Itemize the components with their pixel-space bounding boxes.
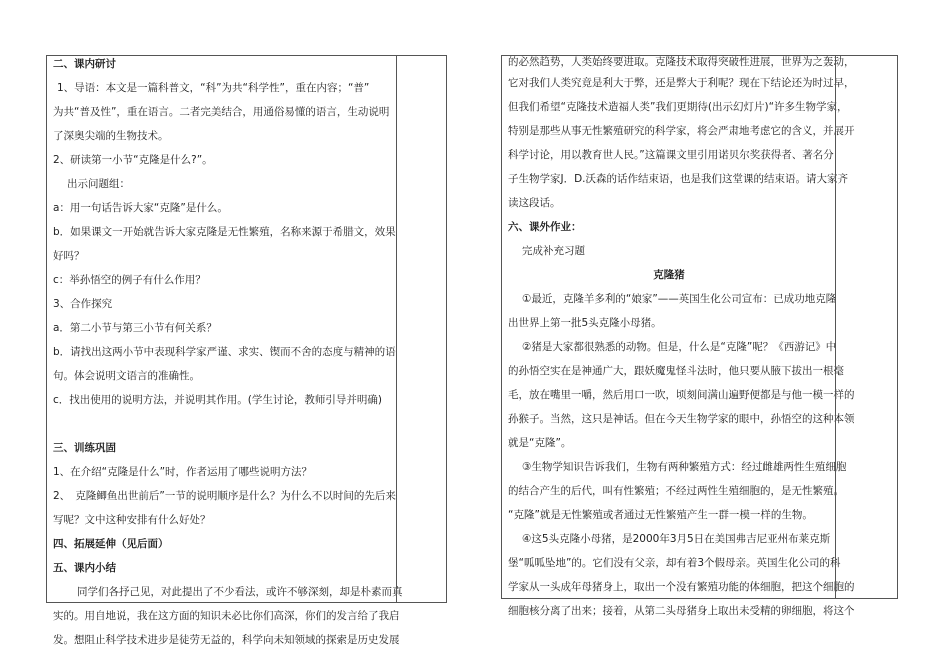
text-line: ②猪是大家都很熟悉的动物。但是，什么是“克隆”呢？《西游记》中 <box>522 341 837 353</box>
section-heading-practice: 三、训练巩固 <box>53 442 116 454</box>
exercise-title: 克隆猪 <box>653 269 685 281</box>
text-line: 3、合作探究 <box>53 298 113 310</box>
left-lesson-table <box>46 55 447 646</box>
section-heading-homework: 六、课外作业： <box>508 221 582 233</box>
right-lesson-content <box>508 56 855 617</box>
text-line: 1、在介绍“克隆是什么”时，作者运用了哪些说明方法？ <box>53 466 313 478</box>
section-heading-summary: 五、课内小结 <box>53 562 116 574</box>
text-line: 的必然趋势，人类始终要进取。克隆技术取得突破性进展，世界为之轰动， <box>508 56 855 68</box>
blank-line <box>53 416 390 440</box>
text-line: 但我们希望“克隆技术造福人类”我们更期待(出示幻灯片)“许多生物学家， <box>508 101 848 113</box>
section-heading-discussion: 二、课内研讨 <box>53 58 116 70</box>
text-line: 读这段话。 <box>508 197 561 209</box>
text-line: 好吗？ <box>53 250 85 262</box>
text-line: 就是“克隆”。 <box>508 437 572 449</box>
text-line: 2、 克隆鲫鱼出世前后”一节的说明顺序是什么？为什么不以时间的先后来 <box>53 490 396 502</box>
text-line: c：举孙悟空的例子有什么作用？ <box>53 274 206 286</box>
text-line: “克隆”就是无性繁殖或者通过无性繁殖产生一群一模一样的生物。 <box>508 509 813 521</box>
text-line: 2、研读第一小节“克隆是什么?”。 <box>53 154 213 166</box>
text-line: 的结合产生的后代，叫有性繁殖；不经过两性生殖细胞的，是无性繁殖。 <box>508 485 844 497</box>
text-line: 句。体会说明文语言的准确性。 <box>53 370 200 382</box>
text-line: 孙猴子。当然，这只是神话。但在今天生物学家的眼中，孙悟空的这种本领 <box>508 413 855 425</box>
text-line: 特别是那些从事无性繁殖研究的科学家，将会严肃地考虑它的含义，并展开 <box>508 125 855 137</box>
text-line: 细胞核分离了出来；接着，从第二头母猪身上取出未受精的卵细胞，将这个 <box>508 605 855 617</box>
text-line: 发。想阻止科学技术进步是徒劳无益的，科学向未知领域的探索是历史发展 <box>53 634 400 646</box>
section-heading-extension: 四、拓展延伸（见后面） <box>53 538 169 550</box>
text-line: b．如果课文一开始就告诉大家克隆是无性繁殖，名称来源于希腊文，效果 <box>53 226 396 238</box>
text-line: b．请找出这两小节中表现科学家严谨、求实、锲而不舍的态度与精神的语 <box>53 346 396 358</box>
text-line: 写呢？文中这种安排有什么好处？ <box>53 514 211 526</box>
text-line: ③生物学知识告诉我们，生物有两种繁殖方式：经过雌雄两性生殖细胞 <box>522 461 847 473</box>
text-line: 完成补充习题 <box>522 245 585 257</box>
text-line: 科学讨论，用以教育世人民。”这篇课文里引用诺贝尔奖获得者、著名分 <box>508 149 834 161</box>
text-line: 出示问题组： <box>67 178 130 190</box>
text-line: 它对我们人类究竟是利大于弊，还是弊大于利呢？现在下结论还为时过早， <box>508 77 855 89</box>
text-line: 1、导语：本文是一篇科普文，“科”为共“科学性”，重在内容；“普” <box>57 82 370 94</box>
text-line: 出世界上第一批5头克隆小母猪。 <box>508 317 662 329</box>
text-line: 的孙悟空实在是神通广大，跟妖魔鬼怪斗法时，他只要从腋下拔出一根毫 <box>508 365 844 377</box>
column-divider <box>396 56 397 602</box>
text-line: ④这5头克隆小母猪，是2000年3月5日在美国弗吉尼亚州布莱克斯 <box>522 533 831 545</box>
text-line: ①最近，克隆羊多利的“娘家”——英国生化公司宣布：已成功地克隆 <box>522 293 837 305</box>
text-line: 毛，放在嘴里一嚼，然后用口一吹，顷刻间满山遍野便都是与他一模一样的 <box>508 389 855 401</box>
text-line: 同学们各抒己见，对此提出了不少看法，或许不够深刻，却是朴素而真 <box>77 586 403 598</box>
text-line: c．找出使用的说明方法，并说明其作用。(学生讨论，教师引导并明确) <box>53 394 382 406</box>
right-lesson-table <box>501 55 898 617</box>
column-divider <box>835 56 836 598</box>
text-line: 堡“呱呱坠地”的。它们没有父亲，却有着3个假母亲。英国生化公司的科 <box>508 557 841 569</box>
text-line: 子生物学家J．D.沃森的话作结束语，也是我们这堂课的结束语。请大家齐 <box>508 173 849 185</box>
text-line: a．第二小节与第三小节有何关系？ <box>53 322 217 334</box>
text-line: 学家从一头成年母猪身上，取出一个没有繁殖功能的体细胞，把这个细胞的 <box>508 581 855 593</box>
text-line: 实的。用自地说，我在这方面的知识未必比你们高深，你们的发言给了我启 <box>53 610 400 622</box>
left-lesson-content <box>53 56 403 646</box>
text-line: 为共“普及性”，重在语言。二者完美结合，用通俗易懂的语言，生动说明 <box>53 106 390 118</box>
text-line: 了深奥尖端的生物技术。 <box>53 130 169 142</box>
text-line: a：用一句话告诉大家“克隆”是什么。 <box>53 202 228 214</box>
